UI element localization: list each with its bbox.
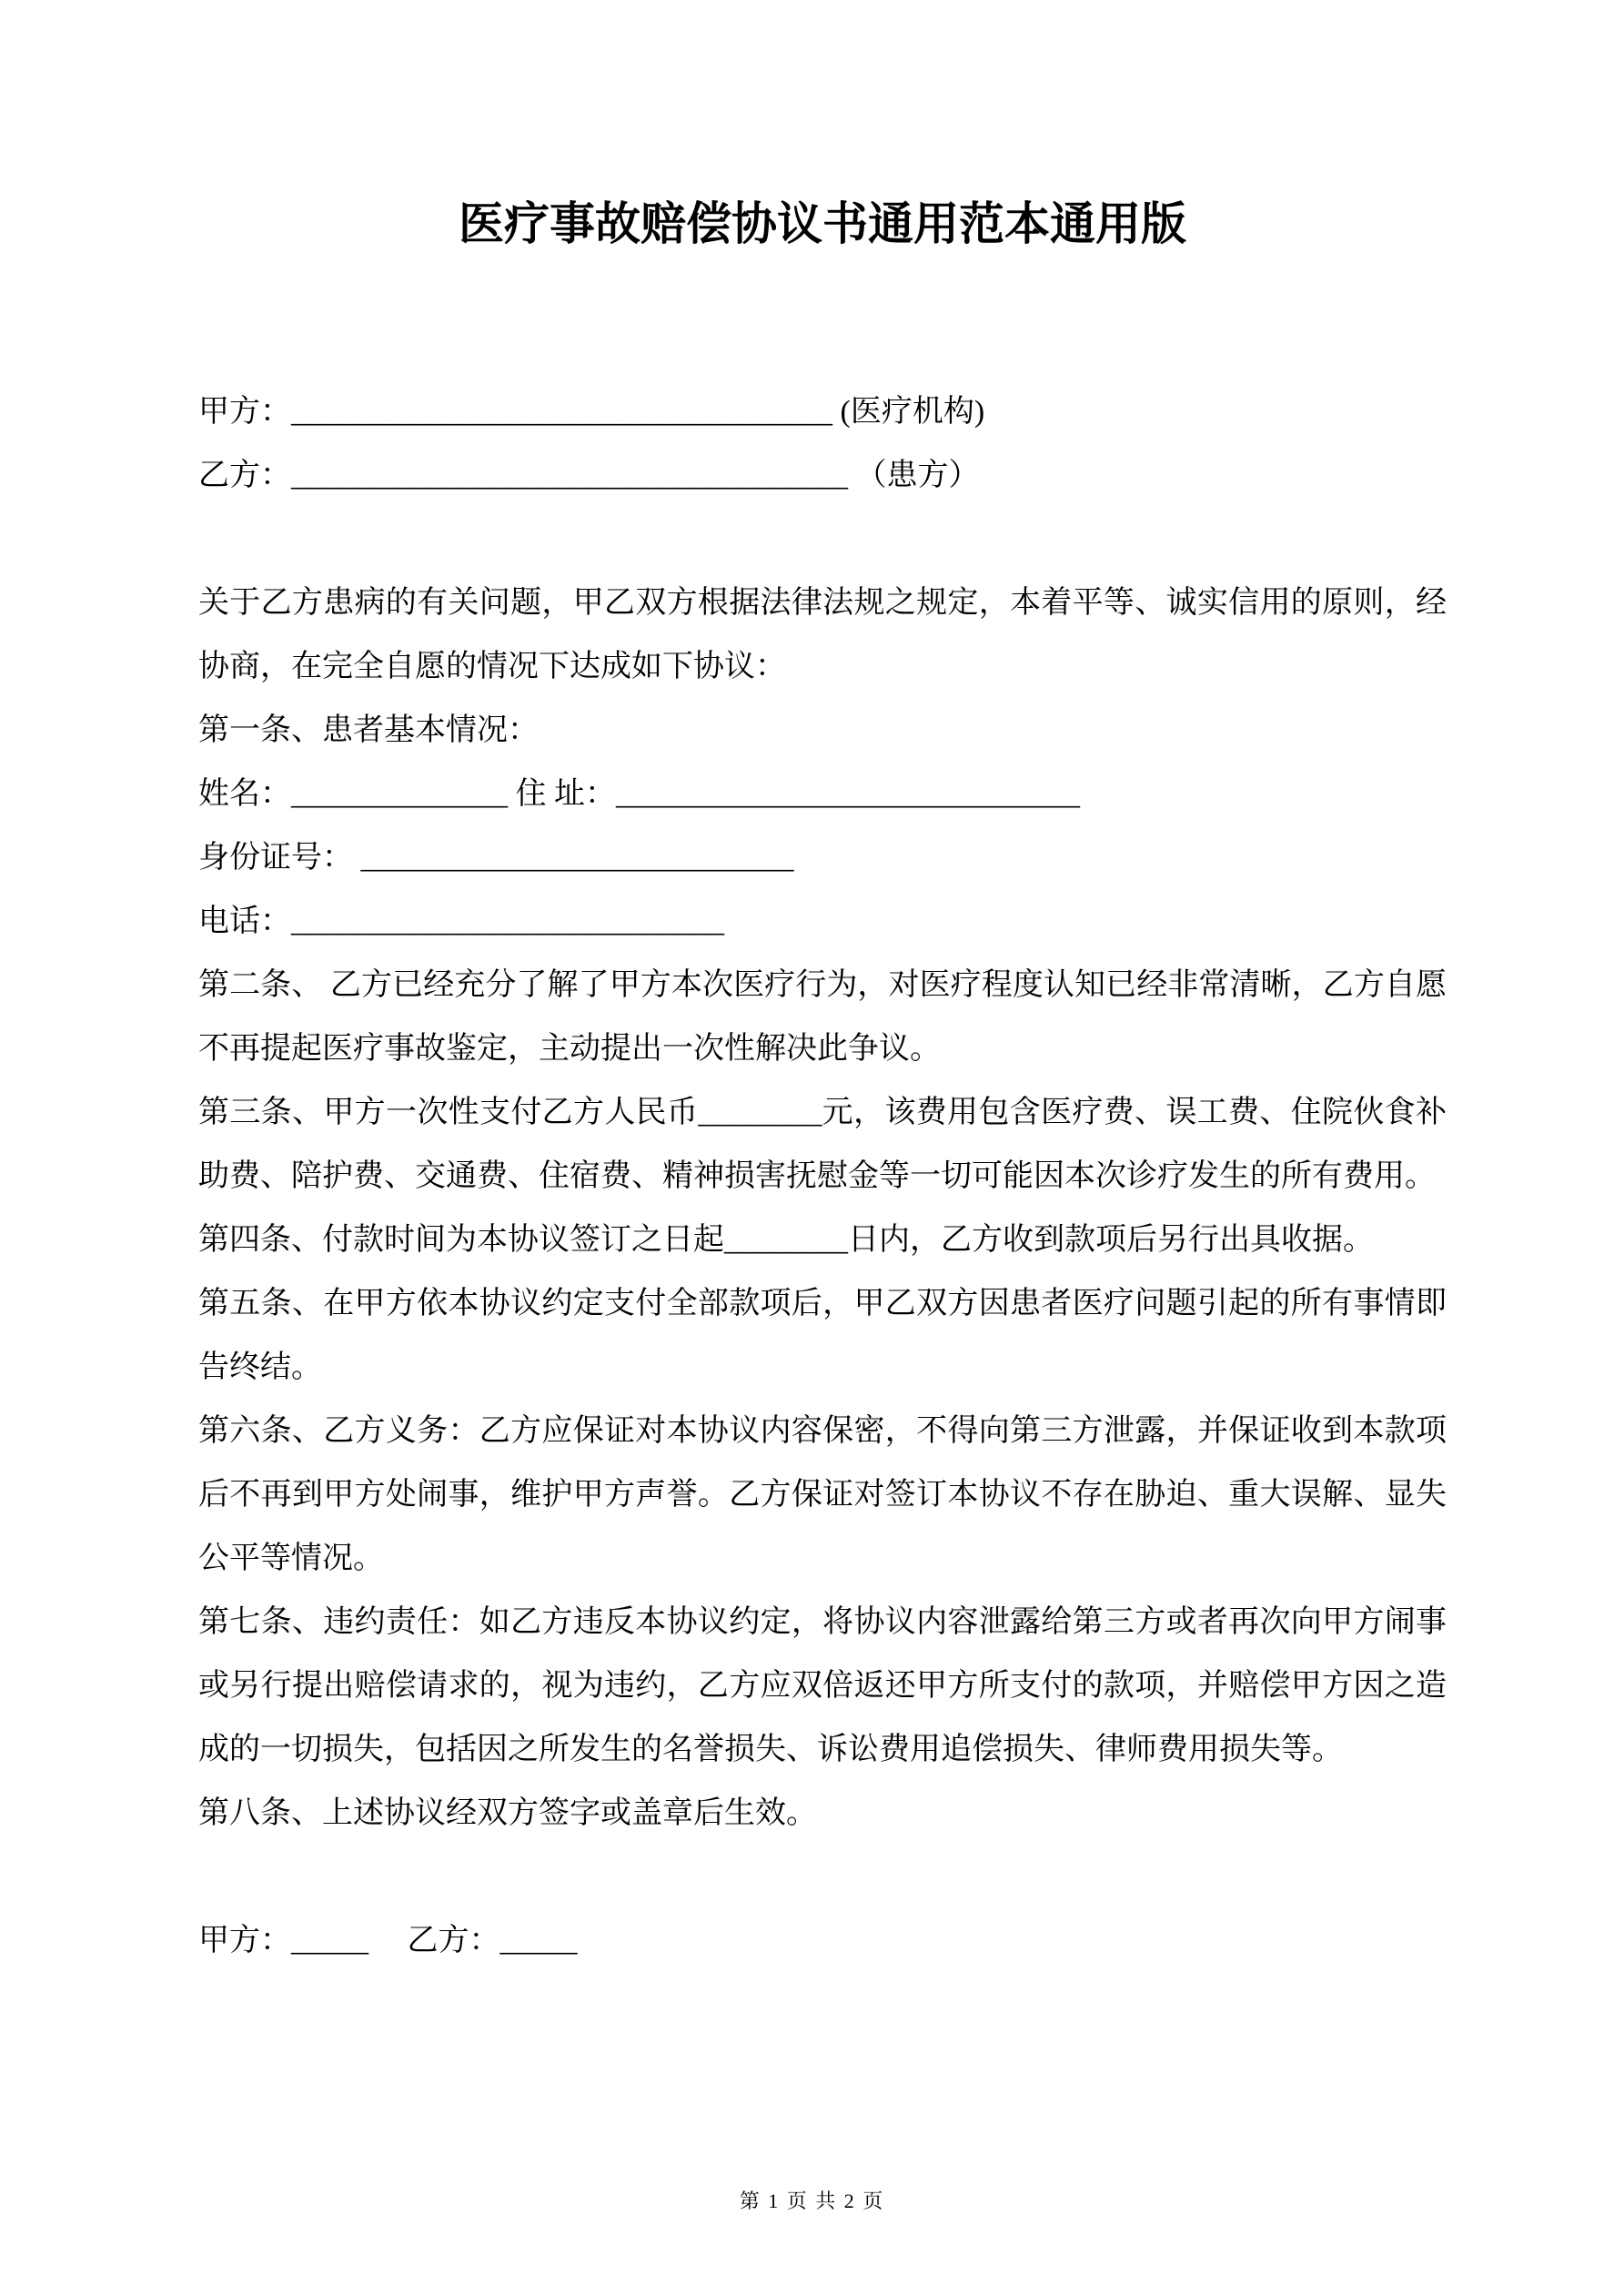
vertical-gap [198, 508, 1447, 571]
clause-1-heading: 第一条、患者基本情况： [198, 713, 539, 747]
clause-3-paragraph: 第三条、甲方一次性支付乙方人民币________元，该费用包含医疗费、误工费、住院伙食补助费、陪护费、交通费、住宿费、精神损害抚慰金等一切可能因本次诊疗发生的所有费用。 [198, 1095, 1447, 1193]
party-a-line: 甲方：___________________________________ (医疗机构) [198, 394, 985, 429]
id-number-line: 身份证号： ____________________________ [198, 840, 794, 875]
vertical-gap [198, 1846, 1447, 1909]
clause-2-paragraph: 第二条、 乙方已经充分了解了甲方本次医疗行为，对医疗程度认知已经非常清晰，乙方自愿不再提起医疗事故鉴定，主动提出一次性解决此争议。 [198, 967, 1447, 1066]
name-address-line: 姓名：______________ 住 址：______________________________ [198, 776, 1080, 811]
clause-4-paragraph: 第四条、付款时间为本协议签订之日起________日内，乙方收到款项后另行出具收据。 [198, 1222, 1374, 1257]
phone-line: 电话：____________________________ [198, 904, 724, 938]
page-number-footer: 第 1 页 共 2 页 [739, 2190, 885, 2212]
clause-6-paragraph: 第六条、乙方义务：乙方应保证对本协议内容保密，不得向第三方泄露，并保证收到本款项后不再到甲方处闹事，维护甲方声誉。乙方保证对签订本协议不存在胁迫、重大误解、显失公平等情况。 [198, 1413, 1447, 1575]
clause-5-paragraph: 第五条、在甲方依本协议约定支付全部款项后，甲乙双方因患者医疗问题引起的所有事情即告终结。 [198, 1286, 1447, 1384]
clause-8-paragraph: 第八条、上述协议经双方签字或盖章后生效。 [198, 1795, 817, 1830]
document-title: 医疗事故赔偿协议书通用范本通用版 [459, 198, 1186, 249]
signature-line: 甲方：_____ 乙方：_____ [198, 1923, 578, 1957]
intro-paragraph: 关于乙方患病的有关问题，甲乙双方根据法律法规之规定，本着平等、诚实信用的原则，经协商，在完全自愿的情况下达成如下协议： [198, 585, 1447, 683]
party-b-line: 乙方：____________________________________ （患方） [198, 458, 980, 492]
clause-7-paragraph: 第七条、违约责任：如乙方违反本协议约定，将协议内容泄露给第三方或者再次向甲方闹事或另行提出赔偿请求的，视为违约，乙方应双倍返还甲方所支付的款项，并赔偿甲方因之造成的一切损失，包括因之所发生的名誉损失、诉讼费用追偿损失、律师费用损失等。 [198, 1604, 1447, 1766]
